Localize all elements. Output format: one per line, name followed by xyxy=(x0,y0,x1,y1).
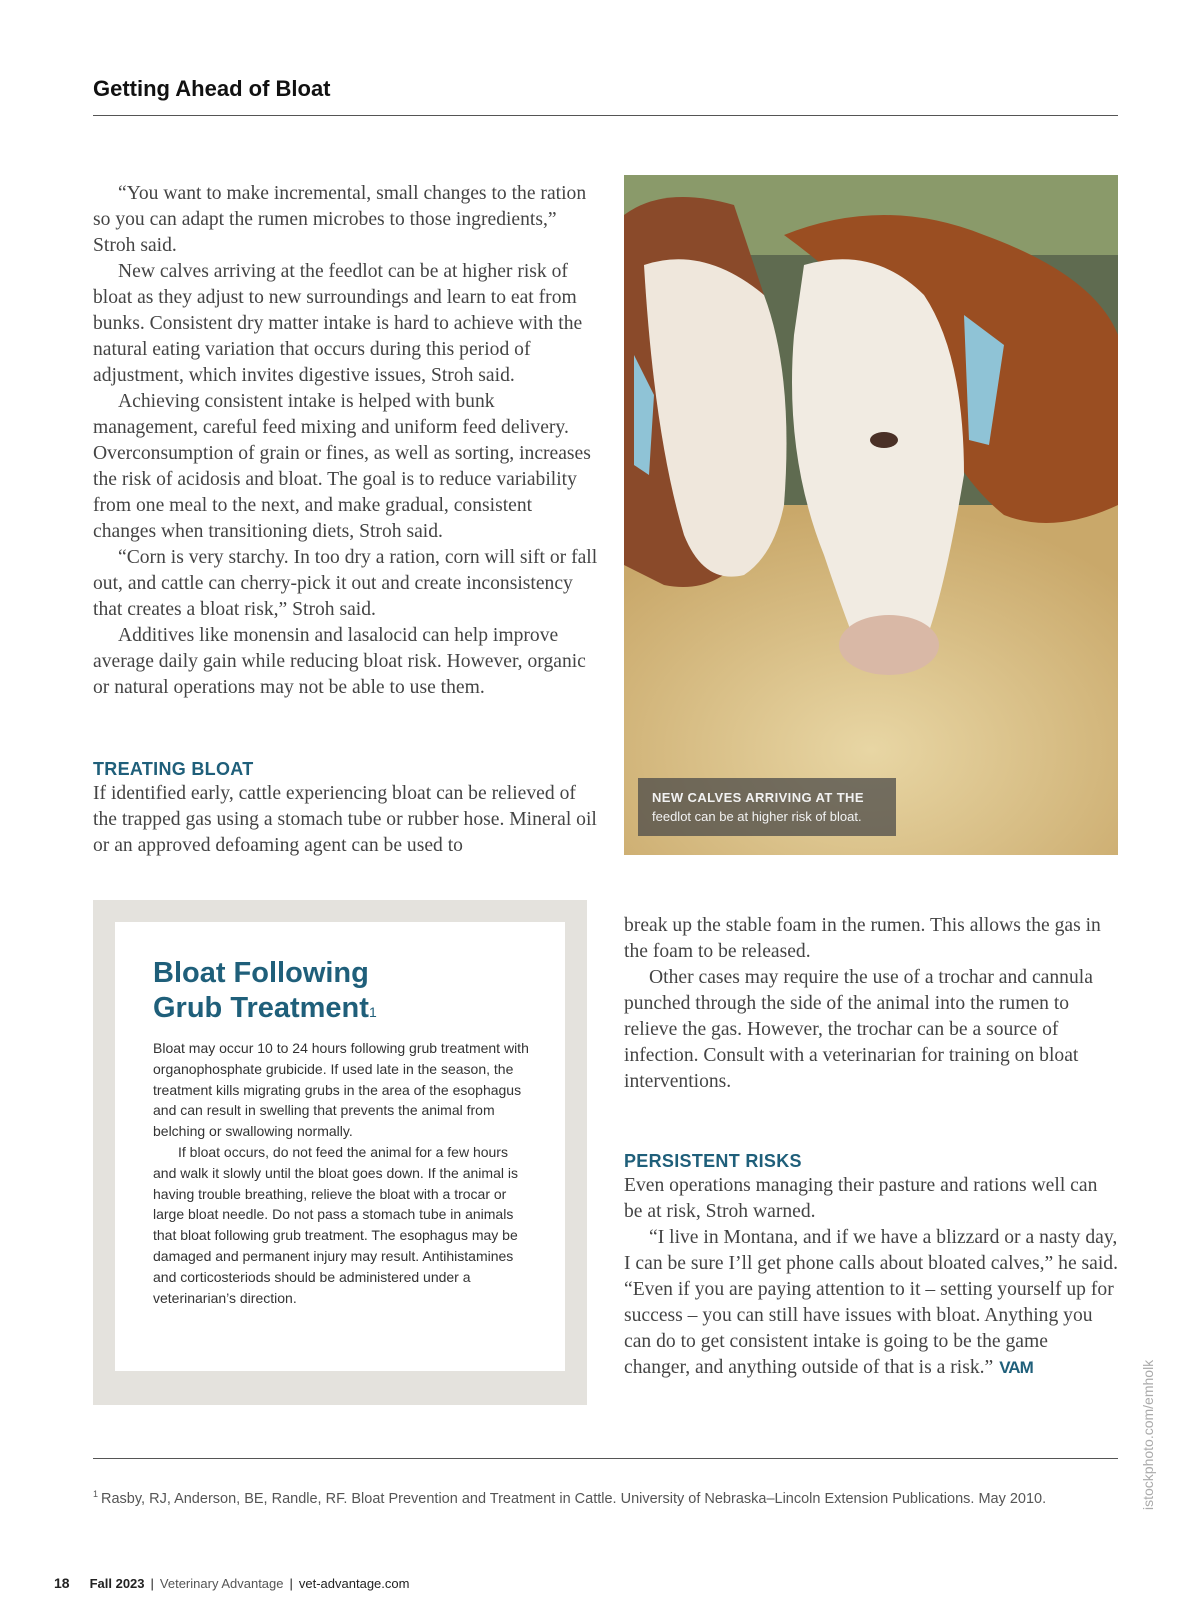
footnote-divider xyxy=(93,1458,1118,1459)
photo-caption xyxy=(638,778,896,836)
footnote-text: Rasby, RJ, Anderson, BE, Randle, RF. Bloat Prevention and Treatment in Cattle. University of Nebraska–Lincoln Extension Publications. May 2010. xyxy=(101,1490,1047,1507)
footnote xyxy=(93,1489,1123,1507)
paragraph: break up the stable foam in the rumen. This allows the gas in the foam to be released. xyxy=(624,915,1101,962)
sidebar-title-line2: Grub Treatment xyxy=(153,992,369,1024)
paragraph: If identified early, cattle experiencing bloat can be relieved of the trapped gas using a stomach tube or rubber hose. Mineral oil or an approved defoaming agent can be used to xyxy=(93,783,597,856)
paragraph: “Corn is very starchy. In too dry a ration, corn will sift or fall out, and cattle can cherry-pick it out and create inconsistency that creates a bloat risk,” Stroh said. xyxy=(93,547,598,620)
section-heading: PERSISTENT RISKS xyxy=(624,1151,802,1171)
sidebar-title-line1: Bloat Following xyxy=(153,957,369,989)
page-number: 18 xyxy=(54,1575,70,1591)
paragraph: Even operations managing their pasture and rations well can be at risk, Stroh warned. xyxy=(624,1175,1098,1222)
section-heading: TREATING BLOAT xyxy=(93,759,254,779)
caption-lead: NEW CALVES ARRIVING AT THE xyxy=(652,790,864,805)
calves-feeding-photo xyxy=(624,175,1118,855)
publication-name: Veterinary Advantage xyxy=(159,1576,284,1591)
caption-text: feedlot can be at higher risk of bloat. xyxy=(652,809,862,824)
separator: | xyxy=(289,1576,293,1591)
separator: | xyxy=(150,1576,154,1591)
paragraph: New calves arriving at the feedlot can be at higher risk of bloat as they adjust to new surroundings and learn to eat from bunks. Consistent dry matter intake is hard to achieve with the natural eating variation that occurs during this period of adjustment, which invites digestive issues, Stroh said. xyxy=(93,261,583,386)
website-link[interactable]: vet-advantage.com xyxy=(298,1576,410,1591)
left-column-text xyxy=(93,181,598,701)
paragraph xyxy=(624,1225,1118,1381)
sidebar-panel xyxy=(115,922,565,1371)
footnote-marker: 1 xyxy=(93,1489,99,1499)
paragraph: Other cases may require the use of a trochar and cannula punched through the side of the animal into the rumen to relieve the gas. However, the trochar can be a source of infection. Consult with a veterinarian for training on bloat interventions. xyxy=(624,967,1093,1092)
photo-credit xyxy=(1140,1330,1160,1510)
treating-bloat-section xyxy=(93,757,598,859)
photo-credit-text: istockphoto.com/emholk xyxy=(1140,1359,1156,1510)
footnote-marker: 1 xyxy=(368,1004,377,1020)
sidebar-title xyxy=(153,956,533,1026)
page-footer xyxy=(54,1575,409,1591)
paragraph: Achieving consistent intake is helped with bunk management, careful feed mixing and uniform feed delivery. Overconsumption of grain or fines, as well as sorting, increases the risk of acidosis and bloat. The goal is to reduce variability from one meal to the next, and make gradual, consistent changes when transitioning diets, Stroh said. xyxy=(93,391,591,542)
paragraph: If bloat occurs, do not feed the animal for a few hours and walk it slowly until the bloat goes down. If the animal is having trouble breathing, relieve the bloat with a trocar or large bloat needle. Do not pass a stomach tube in animals that bloat following grub treatment. The esophagus may be damaged and permanent injury may result. Antihistamines and corticosteriods should be administered under a veterinarian’s direction. xyxy=(153,1143,518,1306)
paragraph: “You want to make incremental, small changes to the ration so you can adapt the rumen microbes to those ingredients,” Stroh said. xyxy=(93,183,587,256)
page-title: Getting Ahead of Bloat xyxy=(93,76,331,101)
calves-illustration xyxy=(624,175,1118,855)
persistent-risks-section xyxy=(624,1149,1118,1381)
vam-logo: VAM xyxy=(999,1358,1033,1377)
paragraph: Bloat may occur 10 to 24 hours following grub treatment with organophosphate grubicide. If used late in the season, the treatment kills migrating grubs in the area of the esophagus and can result in swelling that prevents the animal from belching or swallowing normally. xyxy=(153,1040,529,1140)
sidebar-body xyxy=(153,1038,533,1308)
paragraph: Additives like monensin and lasalocid can help improve average daily gain while reducing bloat risk. However, organic or natural operations may not be able to use them. xyxy=(93,625,586,698)
header-divider xyxy=(93,115,1118,116)
issue-label: Fall 2023 xyxy=(89,1576,145,1591)
right-column-text xyxy=(624,913,1118,1095)
sidebar-box xyxy=(93,900,587,1405)
quote-text: “I live in Montana, and if we have a blizzard or a nasty day, I can be sure I’ll get phone calls about bloated calves,” he said. “Even if you are paying attention to it – setting yourself up for success – you can still have issues with bloat. Anything you can do to get consistent intake is going to be the game changer, and anything outside of that is a risk.” xyxy=(624,1227,1119,1378)
